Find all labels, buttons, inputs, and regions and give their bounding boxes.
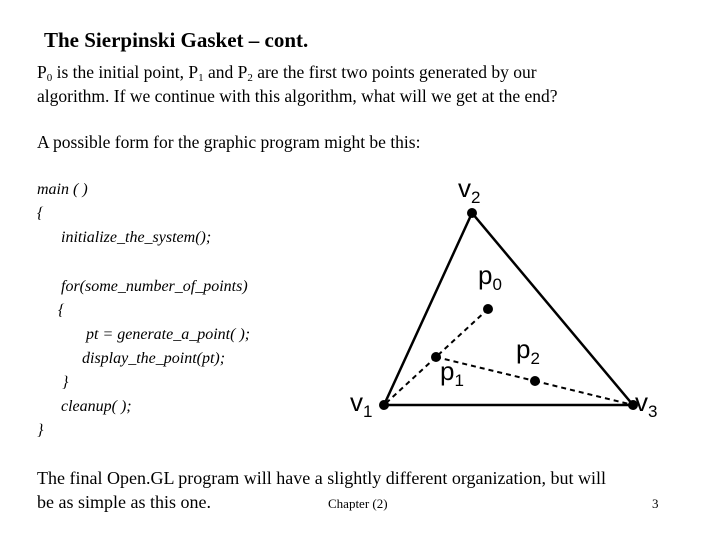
- page-number: 3: [652, 496, 659, 511]
- vertex-v2-dot: [467, 208, 477, 218]
- code-line: }: [37, 422, 44, 439]
- code-line: main ( ): [37, 181, 88, 198]
- label-p0: $p_0$: [478, 260, 502, 294]
- code-line: cleanup( );: [61, 398, 132, 415]
- subscript: 1: [198, 72, 204, 84]
- intro-text: is the initial point, P: [52, 62, 199, 82]
- intro-line-2: algorithm. If we continue with this algorithm, what will we get at the end?: [37, 86, 558, 106]
- code-line: pt = generate_a_point( );: [86, 326, 251, 343]
- subscript: 2: [247, 72, 253, 84]
- dashed-line-p1-v1: [384, 357, 436, 405]
- code-line: {: [58, 302, 65, 319]
- label-v3: $v_3$: [635, 387, 658, 421]
- vertex-v1-dot: [379, 400, 389, 410]
- point-p2-dot: [530, 376, 540, 386]
- code-line: for(some_number_of_points): [61, 278, 248, 295]
- intro-text: P: [37, 62, 47, 82]
- label-v1: $v_1$: [350, 387, 373, 421]
- final-line-2: be as simple as this one.: [37, 492, 211, 512]
- subscript: 0: [46, 72, 53, 84]
- possible-form-text: A possible form for the graphic program might be this:: [37, 132, 421, 152]
- point-p0-dot: [483, 304, 493, 314]
- final-line-1: The final Open.GL program will have a slightly different organization, but will: [37, 468, 607, 488]
- triangle-outline: [384, 213, 633, 405]
- code-line: initialize_the_system();: [61, 229, 212, 246]
- code-line: {: [37, 205, 44, 222]
- dashed-line-p2-v3: [535, 381, 633, 405]
- label-v2: $v_2$: [458, 173, 481, 207]
- code-line: }: [62, 374, 69, 391]
- footer-chapter: Chapter (2): [328, 496, 388, 511]
- dashed-line-p0-p1: [436, 309, 488, 357]
- intro-text: and P: [203, 62, 248, 82]
- label-p2: $p_2$: [516, 334, 540, 368]
- intro-text: are the first two points generated by our: [252, 62, 537, 82]
- slide-title: The Sierpinski Gasket – cont.: [44, 28, 309, 52]
- label-p1: $p_1$: [440, 356, 464, 390]
- code-line: display_the_point(pt);: [82, 350, 226, 367]
